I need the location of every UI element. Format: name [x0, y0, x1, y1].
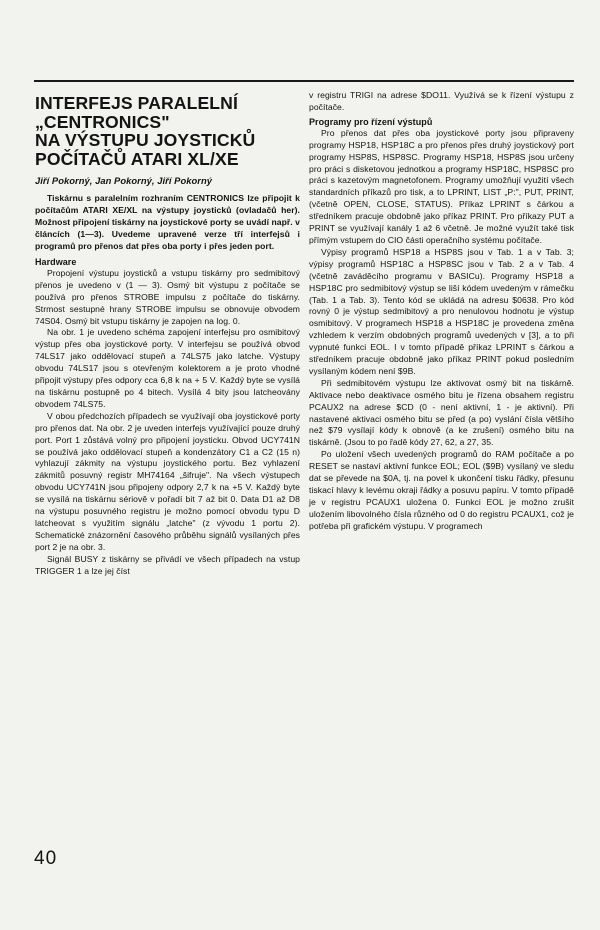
- body-paragraph: Pro přenos dat přes oba joystickové porty jsou připraveny programy HSP18, HSP18C a pro přenos přes druhý joystickový port programy HSP8S, HSP8SC. Programy HSP18, HSP8S jsou určeny pro práci s disketovou jednotkou a programy HSP18C, HSP8SC pro práci s kazetovým magnetofonem. Programy umožňují využití všech standardních příkazů pro tisk, a to LPRINT, LIST „P:", PUT, PRINT, (včetně OPEN, CLOSE, STATUS). Příkaz LPRINT s čárkou a středníkem pracuje obdobně jako příkaz PRINT. Pro příkazy PUT a PRINT se využívají kanály 1 až 6 včetně. Je možné využít také tisk přímým vstupem do CIO části operačního systému počítače.: [309, 127, 574, 245]
- title-line: POČÍTAČŮ ATARI XL/XE: [35, 148, 239, 169]
- title-line: „CENTRONICS": [35, 111, 170, 132]
- programs-heading: Programy pro řízení výstupů: [309, 116, 433, 127]
- body-paragraph: Při sedmibitovém výstupu lze aktivovat osmý bit na tiskárně. Aktivace nebo deaktivace osmého bitu je řízena obsahem registru PCAUX2 na adrese $CD (0 - není aktivní, 1 - je aktivní). Při nastavené aktivaci osmého bitu se před (a po) vyslání čísla většího než $79 vysílají kódy k obnově (a ke zrušení) osmého bitu na tiskárně. (Jsou to po řadě kódy 27, 62, a 27, 35.: [309, 377, 574, 448]
- body-paragraph: Výpisy programů HSP18 a HSP8S jsou v Tab. 1 a v Tab. 3; výpisy programů HSP18C a HSP8SC jsou v Tab. 2 a v Tab. 4 (včetně zaváděcího programu v BASICu). Programy HSP18 a HSP18C pro sedmibitový výstup se liší kódem uvedeným v rámečku (Tab. 1 a Tab. 3). Tento kód se ukládá na adresu $0638. Pro kód rovný 0 je výstup sedmibitový a pro nenulovou hodnotu je výstup osmibitový. V programech HSP18 a HSP18C je provedena změna vzhledem k verzím obdobných programů uvedených v [3], a to při vypnuté funkci EOL. I v tomto případě příkaz LPRINT s čárkou a středníkem pracuje obdobně jako příkaz PRINT pokud posledním vysílaným kódem není $9B.: [309, 246, 574, 376]
- title-line: INTERFEJS PARALELNÍ: [35, 93, 238, 113]
- article-title: [35, 94, 300, 168]
- hardware-heading: Hardware: [35, 256, 77, 267]
- body-paragraph: Propojení výstupu joysticků a vstupu tiskárny pro sedmibitový přenos je uvedeno v (1 — 3). Osmý bit výstupu z počítače se používá pro přenos STROBE impulsu z počítače do tiskárny. Strmost sestupné hrany STROBE impulsu se obnovuje obvodem 74S04. Osmý bit vstupu tiskárny je zapojen na log. 0.: [35, 267, 300, 326]
- body-paragraph: Po uložení všech uvedených programů do RAM počítače a po RESET se nastaví aktivní funkce EOL; EOL ($9B) vysílaný ve sledu dat se převede na $0A, tj. na povel k ukončení tisku řádky, přesunu tiskací hlavy k levému okraji řádky a posuvu papíru. V tomto případě je v registru PCAUX1 uložena 0. Funkci EOL je možno zrušit uložením libovolného čísla různého od 0 do registru PCAUX1, což je potřeba při grafickém výstupu. V programech: [309, 449, 574, 531]
- body-paragraph: V obou předchozích případech se využívají oba joystickové porty pro přenos dat. Na obr. 2 je uveden interfejs využívající pouze druhý port. Port 1 zůstává volný pro připojení joysticku. Obvod UCY741N se používá jako oddělovací stupeň a kondenzátory C1 a C2 (15 n) vyhlazují zákmity na výstupu joystického portu. Bez vyhlazení zákmitů posuvný registr MH74164 „šifruje". Na všech výstupech obvodu UCY741N jsou připojeny odpory 2,7 k na +5 V. Každý byte se vysílá na tiskárnu sériově v pořadí bit 7 až bit 0. Data D1 až D8 na výstupu posuvného registru je možno pomocí obvodu typu D latcheovat s využitím signálu „latche" (z vývodu 1 portu 2). Schematické znázornění časového průběhu signálů vysílaných přes port 2 je na obr. 3.: [35, 410, 300, 552]
- body-paragraph: Na obr. 1 je uvedeno schéma zapojení interfejsu pro osmibitový výstup přes oba joystickové porty. V interfejsu se používá obvod 74LS17 jako oddělovací stupeň a 74LS75 jako latche. Výstupy obvodu 74LS17 jsou s otevřeným kolektorem a je proto vhodné připojit výstupy přes odpory cca 6,8 k na + 5 V. Každý byte se vysílá na tiskárnu postupně po 4 bitech. Vysílá 4 bity jsou latcheovány obvodem 74LS75.: [35, 327, 300, 409]
- top-rule: [34, 80, 574, 82]
- right-column: [309, 90, 574, 533]
- title-line: NA VÝSTUPU JOYSTICKŮ: [35, 130, 256, 151]
- page-number: 40: [34, 848, 58, 869]
- article-authors: Jiří Pokorný, Jan Pokorný, Jiří Pokorný: [35, 175, 213, 187]
- body-paragraph: Signál BUSY z tiskárny se přivádí ve všech případech na vstup TRIGGER 1 a lze jej číst: [35, 553, 300, 576]
- intro-paragraph: Tiskárnu s paralelním rozhraním CENTRONICS lze připojit k počítačům ATARI XE/XL na výstupy joysticků (ovladačů her). Možnost připojení tiskárny na joystickové porty se uvádí např. v článcích (1—3). Uvedeme upravené verze tří interfejsů i programů pro přenos dat přes oba porty i přes jeden port.: [35, 193, 300, 251]
- left-column: [35, 90, 300, 577]
- body-paragraph: v registru TRIGI na adrese $DO11. Využívá se k řízení výstupu z počítače.: [309, 90, 574, 112]
